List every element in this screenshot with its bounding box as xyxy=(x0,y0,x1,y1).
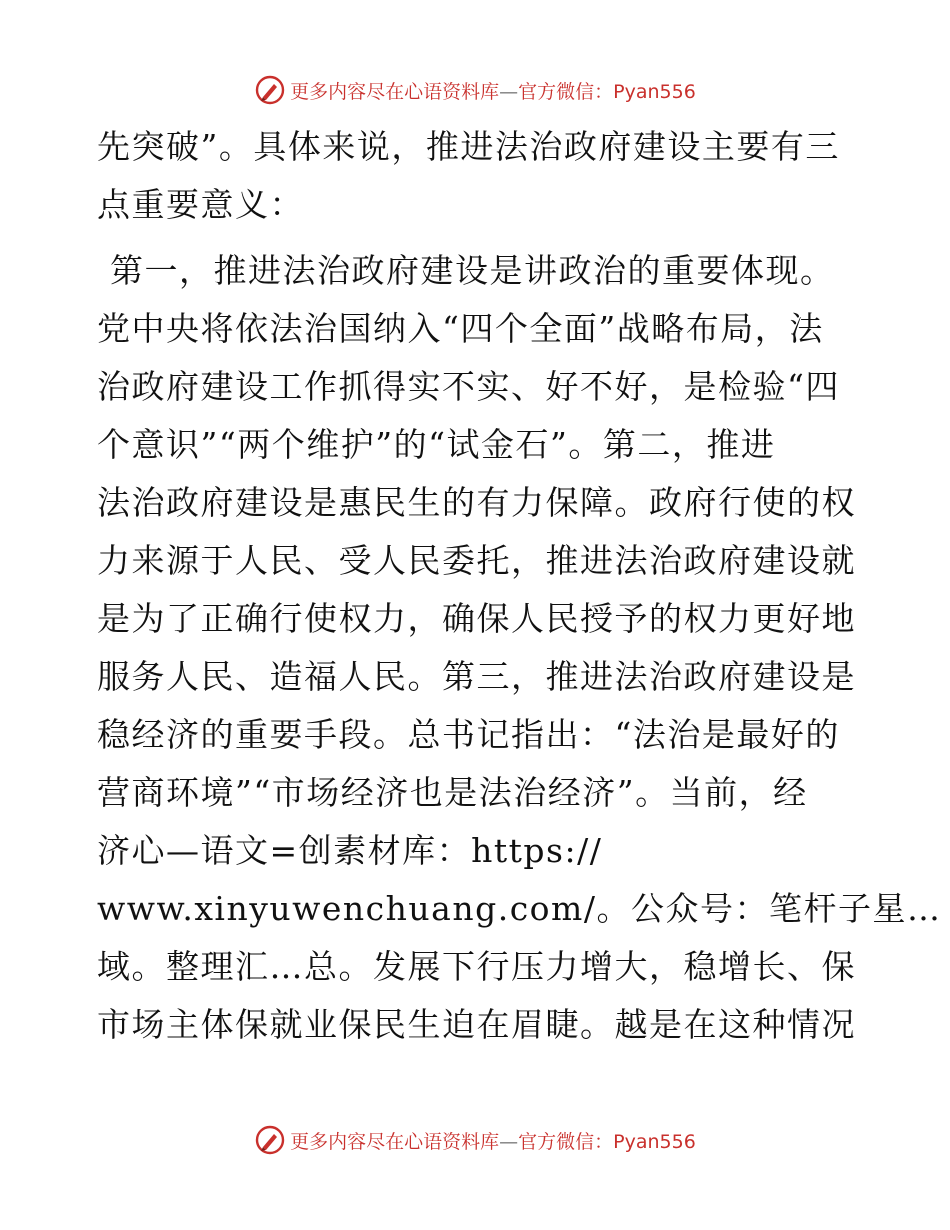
body-line: 营商环境”“市场经济也是法治经济”。当前，经 xyxy=(97,773,808,812)
footer-banner xyxy=(0,1120,950,1160)
body-line: 法治政府建设是惠民生的有力保障。政府行使的权 xyxy=(97,483,856,522)
banner-wechat: 官方微信：Pyan556 xyxy=(518,1130,696,1153)
body-line: 域。整理汇…总。发展下行压力增大，稳增长、保 xyxy=(97,947,856,986)
banner-wechat: 官方微信：Pyan556 xyxy=(518,80,696,103)
body-line: 是为了正确行使权力，确保人民授予的权力更好地 xyxy=(97,599,856,638)
document-body xyxy=(97,118,942,1054)
body-line: 稳经济的重要手段。总书记指出：“法治是最好的 xyxy=(97,715,840,754)
banner-separator: — xyxy=(499,80,519,103)
pen-logo-icon xyxy=(254,74,286,106)
body-line: 个意识”“两个维护”的“试金石”。第二，推进 xyxy=(97,425,776,464)
banner-separator: — xyxy=(499,1130,519,1153)
banner-title: 更多内容尽在心语资料库 xyxy=(290,1130,500,1153)
body-line: 治政府建设工作抓得实不实、好不好，是检验“四 xyxy=(97,367,840,406)
body-line: 济心—语文=创素材库：https:// xyxy=(97,831,603,870)
body-line: 力来源于人民、受人民委托，推进法治政府建设就 xyxy=(97,541,856,580)
banner-title: 更多内容尽在心语资料库 xyxy=(290,80,500,103)
body-line: 第一，推进法治政府建设是讲政治的重要体现。 xyxy=(110,251,835,290)
body-line: 市场主体保就业保民生迫在眉睫。越是在这种情况 xyxy=(97,1005,856,1044)
body-line: www.xinyuwenchuang.com/。公众号：笔杆子星… xyxy=(97,889,942,928)
body-line: 党中央将依法治国纳入“四个全面”战略布局，法 xyxy=(97,309,824,348)
body-line: 服务人民、造福人民。第三，推进法治政府建设是 xyxy=(97,657,856,696)
pen-logo-icon xyxy=(254,1124,286,1156)
header-banner xyxy=(0,70,950,110)
banner-text xyxy=(290,1127,696,1154)
body-line: 点重要意义： xyxy=(97,185,304,224)
banner-text xyxy=(290,77,696,104)
body-line: 先突破”。具体来说，推进法治政府建设主要有三 xyxy=(97,127,840,166)
